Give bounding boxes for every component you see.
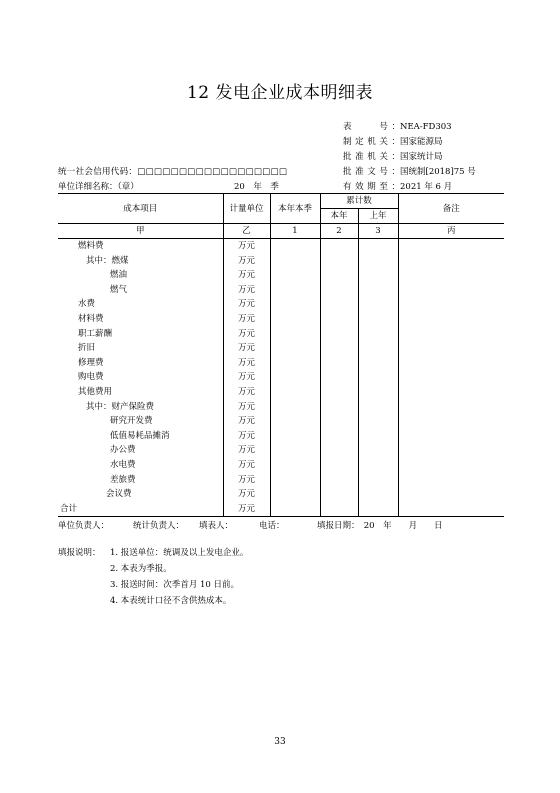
- header-remark: 备注: [398, 194, 504, 224]
- cell-remark[interactable]: [398, 473, 504, 488]
- cell-this-year[interactable]: [320, 400, 358, 415]
- header-this-year: 本年: [320, 209, 358, 224]
- table-row: [58, 385, 504, 400]
- table-row: [58, 443, 504, 458]
- cost-table: [58, 193, 504, 517]
- cell-remark[interactable]: [398, 297, 504, 312]
- cell-remark[interactable]: [398, 458, 504, 473]
- row-unit: 万元: [223, 473, 270, 488]
- cell-this-year[interactable]: [320, 268, 358, 283]
- notes-label: 填报说明：: [58, 548, 101, 558]
- table-row: [58, 254, 504, 269]
- row-label: 其中：燃煤: [58, 254, 223, 269]
- table-row: [58, 400, 504, 415]
- row-unit: 万元: [223, 443, 270, 458]
- row-unit: 万元: [223, 487, 270, 502]
- code-remark: 丙: [398, 224, 504, 239]
- cell-remark[interactable]: [398, 356, 504, 371]
- cell-last-year[interactable]: [358, 341, 398, 356]
- cell-last-year[interactable]: [358, 443, 398, 458]
- cell-last-year[interactable]: [358, 400, 398, 415]
- cell-last-year[interactable]: [358, 385, 398, 400]
- row-label: 其中：财产保险费: [58, 400, 223, 415]
- meta-approval-number: 批准文号：国统制[2018]75 号: [343, 167, 476, 177]
- cell-this-year[interactable]: [320, 312, 358, 327]
- note-item: 2. 本表为季报。: [110, 564, 172, 574]
- table-row: [58, 473, 504, 488]
- row-unit: 万元: [223, 458, 270, 473]
- cell-this-year[interactable]: [320, 254, 358, 269]
- cell-last-year[interactable]: [358, 487, 398, 502]
- code-1: 1: [270, 224, 320, 239]
- footer-date: 填报日期： 20 年 月 日: [317, 521, 443, 531]
- table-row: [58, 268, 504, 283]
- table-row: [58, 487, 504, 502]
- cell-remark[interactable]: [398, 341, 504, 356]
- cell-last-year[interactable]: [358, 429, 398, 444]
- cell-this-year[interactable]: [320, 341, 358, 356]
- table-row: [58, 502, 504, 517]
- row-label: 燃油: [58, 268, 223, 283]
- cell-this-year[interactable]: [320, 239, 358, 254]
- table-row: [58, 239, 504, 254]
- page-title: 12 发电企业成本明细表: [186, 83, 374, 103]
- header-last-year: 上年: [358, 209, 398, 224]
- cell-current[interactable]: [270, 458, 320, 473]
- table-row: [58, 327, 504, 342]
- cell-remark[interactable]: [398, 254, 504, 269]
- table-row: [58, 429, 504, 444]
- row-unit: 万元: [223, 283, 270, 298]
- cell-current[interactable]: [270, 283, 320, 298]
- cell-last-year[interactable]: [358, 327, 398, 342]
- cell-last-year[interactable]: [358, 414, 398, 429]
- row-unit: 万元: [223, 502, 270, 517]
- cell-current[interactable]: [270, 341, 320, 356]
- header-unit: 计量单位: [223, 194, 270, 224]
- cell-remark[interactable]: [398, 487, 504, 502]
- cell-current[interactable]: [270, 327, 320, 342]
- cell-remark[interactable]: [398, 443, 504, 458]
- cell-current[interactable]: [270, 400, 320, 415]
- unit-name-label: 单位详细名称：（章）: [58, 182, 139, 192]
- cell-current[interactable]: [270, 429, 320, 444]
- cell-last-year[interactable]: [358, 458, 398, 473]
- cell-remark[interactable]: [398, 312, 504, 327]
- cell-this-year[interactable]: [320, 487, 358, 502]
- code-3: 3: [358, 224, 398, 239]
- cell-last-year[interactable]: [358, 502, 398, 517]
- footer-unit-head: 单位负责人：: [58, 521, 110, 531]
- cell-this-year[interactable]: [320, 283, 358, 298]
- footer-stat-head: 统计负责人：: [133, 521, 185, 531]
- table-row: [58, 297, 504, 312]
- cell-current[interactable]: [270, 502, 320, 517]
- row-unit: 万元: [223, 327, 270, 342]
- cell-this-year[interactable]: [320, 370, 358, 385]
- cell-last-year[interactable]: [358, 239, 398, 254]
- cell-current[interactable]: [270, 312, 320, 327]
- table-row: [58, 458, 504, 473]
- cell-this-year[interactable]: [320, 473, 358, 488]
- code-unit: 乙: [223, 224, 270, 239]
- table-row: [58, 356, 504, 371]
- header-item: 成本项目: [58, 194, 223, 224]
- credit-code: 统一社会信用代码：□□□□□□□□□□□□□□□□□□: [58, 167, 288, 177]
- row-unit: 万元: [223, 370, 270, 385]
- row-unit: 万元: [223, 254, 270, 269]
- cell-this-year[interactable]: [320, 327, 358, 342]
- table-row: [58, 312, 504, 327]
- cell-current[interactable]: [270, 254, 320, 269]
- cell-this-year[interactable]: [320, 429, 358, 444]
- cell-remark[interactable]: [398, 268, 504, 283]
- code-item: 甲: [58, 224, 223, 239]
- meta-form-number: 表 号：NEA-FD303: [343, 122, 452, 132]
- row-unit: 万元: [223, 414, 270, 429]
- cell-remark[interactable]: [398, 327, 504, 342]
- cell-remark[interactable]: [398, 385, 504, 400]
- row-label: 购电费: [58, 370, 223, 385]
- cell-current[interactable]: [270, 297, 320, 312]
- row-unit: 万元: [223, 429, 270, 444]
- row-unit: 万元: [223, 400, 270, 415]
- cell-remark[interactable]: [398, 370, 504, 385]
- cell-current[interactable]: [270, 443, 320, 458]
- table-row: [58, 341, 504, 356]
- row-unit: 万元: [223, 239, 270, 254]
- cell-remark[interactable]: [398, 400, 504, 415]
- row-label: 其他费用: [58, 385, 223, 400]
- row-unit: 万元: [223, 297, 270, 312]
- row-unit: 万元: [223, 341, 270, 356]
- row-unit: 万元: [223, 385, 270, 400]
- cell-last-year[interactable]: [358, 356, 398, 371]
- cell-last-year[interactable]: [358, 254, 398, 269]
- meta-authority: 制定机关：国家能源局: [343, 137, 443, 147]
- cell-current[interactable]: [270, 414, 320, 429]
- row-label: 燃料费: [58, 239, 223, 254]
- header-cumulative: 累计数: [320, 194, 398, 209]
- footer-phone: 电话：: [259, 521, 285, 531]
- cell-current[interactable]: [270, 268, 320, 283]
- row-label: 差旅费: [58, 473, 223, 488]
- cell-remark[interactable]: [398, 429, 504, 444]
- footer-filler: 填表人：: [199, 521, 234, 531]
- cell-current[interactable]: [270, 370, 320, 385]
- cell-remark[interactable]: [398, 502, 504, 517]
- row-label: 会议费: [58, 487, 223, 502]
- row-label: 研究开发费: [58, 414, 223, 429]
- cell-last-year[interactable]: [358, 283, 398, 298]
- row-label: 办公费: [58, 443, 223, 458]
- cell-this-year[interactable]: [320, 385, 358, 400]
- row-label: 修理费: [58, 356, 223, 371]
- cell-current[interactable]: [270, 356, 320, 371]
- cell-last-year[interactable]: [358, 297, 398, 312]
- row-label: 合计: [58, 502, 223, 517]
- row-label: 燃气: [58, 283, 223, 298]
- table-row: [58, 370, 504, 385]
- table-row: [58, 414, 504, 429]
- cell-this-year[interactable]: [320, 356, 358, 371]
- cell-last-year[interactable]: [358, 312, 398, 327]
- cell-current[interactable]: [270, 385, 320, 400]
- meta-approver: 批准机关：国家统计局: [343, 152, 443, 162]
- cell-current[interactable]: [270, 239, 320, 254]
- row-label: 职工薪酬: [58, 327, 223, 342]
- table-row: [58, 283, 504, 298]
- cell-last-year[interactable]: [358, 268, 398, 283]
- cell-remark[interactable]: [398, 414, 504, 429]
- note-item: 3. 报送时间：次季首月 10 日前。: [110, 580, 240, 590]
- cell-last-year[interactable]: [358, 370, 398, 385]
- cell-this-year[interactable]: [320, 297, 358, 312]
- cell-remark[interactable]: [398, 239, 504, 254]
- code-2: 2: [320, 224, 358, 239]
- row-label: 折旧: [58, 341, 223, 356]
- cell-current[interactable]: [270, 487, 320, 502]
- header-current: 本年本季: [270, 194, 320, 224]
- row-label: 低值易耗品摊消: [58, 429, 223, 444]
- cell-current[interactable]: [270, 473, 320, 488]
- period-label: 20 年 季: [234, 182, 279, 192]
- row-unit: 万元: [223, 312, 270, 327]
- cell-this-year[interactable]: [320, 443, 358, 458]
- row-label: 水电费: [58, 458, 223, 473]
- cell-last-year[interactable]: [358, 473, 398, 488]
- row-label: 材料费: [58, 312, 223, 327]
- meta-valid-until: 有效期至：2021 年 6 月: [343, 182, 453, 192]
- cell-this-year[interactable]: [320, 414, 358, 429]
- page-number: 33: [274, 737, 286, 747]
- cell-this-year[interactable]: [320, 458, 358, 473]
- note-item: 1. 报送单位：统调及以上发电企业。: [110, 548, 249, 558]
- cell-this-year[interactable]: [320, 502, 358, 517]
- row-unit: 万元: [223, 356, 270, 371]
- cell-remark[interactable]: [398, 283, 504, 298]
- note-item: 4. 本表统计口径不含供热成本。: [110, 596, 232, 606]
- row-label: 水费: [58, 297, 223, 312]
- row-unit: 万元: [223, 268, 270, 283]
